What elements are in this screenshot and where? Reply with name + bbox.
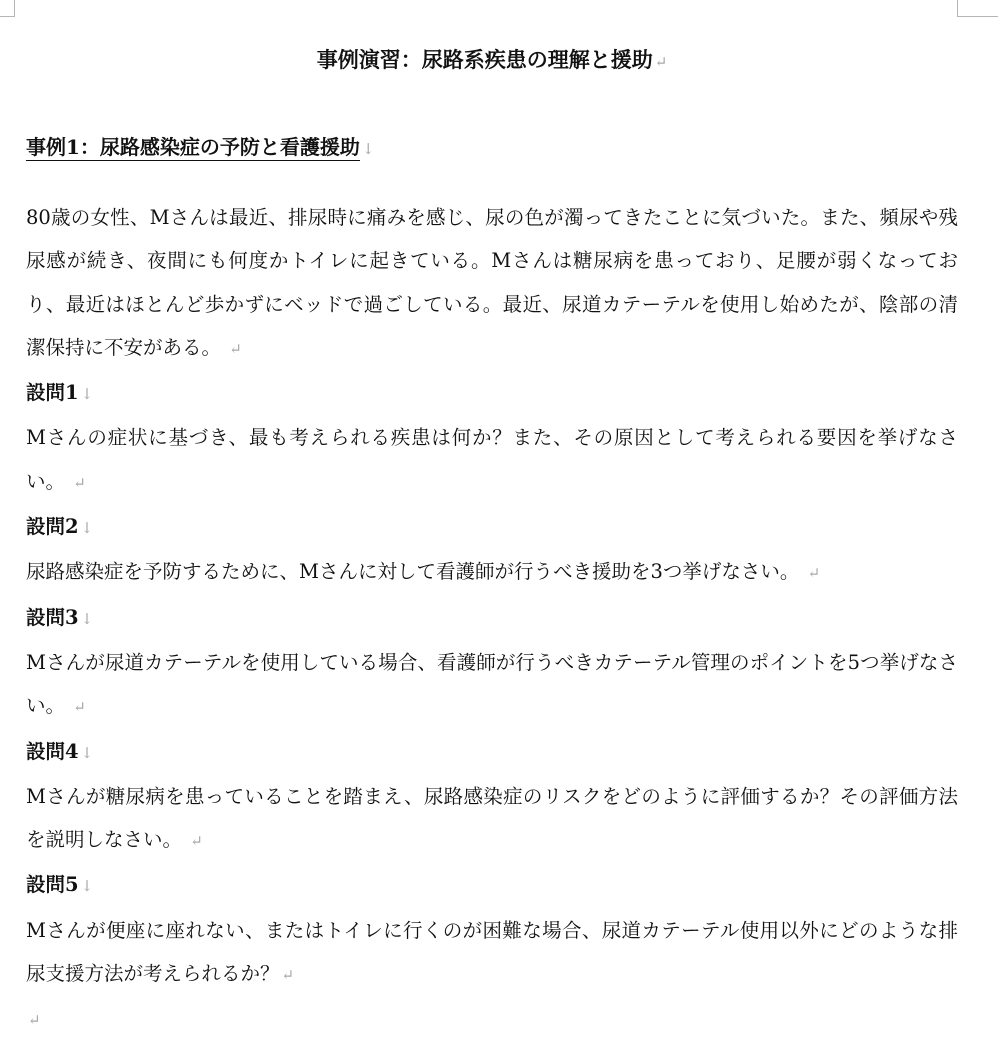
line-break-mark-icon: ↓: [80, 385, 94, 404]
paragraph-mark-icon: ↵: [229, 339, 242, 358]
paragraph-mark-icon: ↵: [190, 832, 203, 851]
question-label-text: 設問1: [26, 381, 79, 405]
document-body: [26, 196, 958, 1041]
question-text-content: Mさんが尿道カテーテルを使用している場合、看護師が行うべきカテーテル管理のポイントを5つ挙げなさい。: [26, 650, 958, 718]
question-label-text: 設問4: [26, 739, 79, 763]
question-label: [26, 863, 958, 908]
case-description-text: 80歳の女性、Mさんは最近、排尿時に痛みを感じ、尿の色が濁ってきたことに気づいた。また、頻尿や残尿感が続き、夜間にも何度かトイレに起きている。Mさんは糖尿病を患っており、足腰が弱くなっており、最近はほとんど歩かずにベッドで過ごしている。最近、尿道カテーテルを使用し始めたが、陰部の清潔保持に不安がある。: [26, 206, 958, 359]
question-label: [26, 371, 958, 416]
paragraph-mark-icon: ↵: [73, 698, 86, 717]
paragraph-mark-icon: ↵: [654, 53, 668, 71]
question-text: [26, 416, 958, 505]
margin-corner-mark-left: [0, 0, 15, 17]
document-title-text: 事例演習：尿路系疾患の理解と援助: [316, 47, 653, 72]
paragraph-mark-icon: ↵: [73, 473, 86, 492]
question-text-content: 尿路感染症を予防するために、Mさんに対して看護師が行うべき援助を3つ挙げなさい。: [26, 560, 800, 584]
question-text-content: Mさんが糖尿病を患っていることを踏まえ、尿路感染症のリスクをどのように評価するか？その評価方法を説明しなさい。: [26, 784, 958, 852]
paragraph-mark-icon: ↵: [281, 966, 295, 985]
case-heading-text: 事例1：尿路感染症の予防と看護援助: [26, 135, 360, 159]
question-label-text: 設問5: [26, 873, 79, 897]
line-break-mark-icon: ↓: [80, 877, 94, 896]
question-label: [26, 730, 958, 775]
question-text-content: Mさんが便座に座れない、またはトイレに行くのが困難な場合、尿道カテーテル使用以外にどのような排尿支援方法が考えられるか？: [26, 918, 958, 986]
question-text-content: Mさんの症状に基づき、最も考えられる疾患は何か？また、その原因として考えられる要因を挙げなさい。: [26, 426, 958, 493]
question-label-text: 設問3: [26, 605, 79, 629]
case-description: [26, 196, 958, 371]
question-text: [26, 550, 958, 595]
question-label: [26, 505, 958, 550]
margin-corner-mark-right: [957, 0, 998, 17]
document-title: [26, 45, 958, 77]
empty-paragraph: [26, 997, 958, 1040]
question-text: [26, 909, 958, 998]
line-break-mark-icon: ↓: [80, 743, 94, 762]
line-break-mark-icon: ↓: [361, 140, 375, 158]
question-label-text: 設問2: [26, 515, 79, 539]
question-label: [26, 596, 958, 641]
line-break-mark-icon: ↓: [80, 609, 94, 628]
case-heading: [26, 132, 375, 164]
paragraph-mark-icon: ↵: [807, 564, 821, 583]
question-text: [26, 641, 958, 730]
paragraph-mark-icon: ↵: [28, 1011, 41, 1030]
line-break-mark-icon: ↓: [80, 519, 94, 538]
question-text: [26, 775, 958, 864]
